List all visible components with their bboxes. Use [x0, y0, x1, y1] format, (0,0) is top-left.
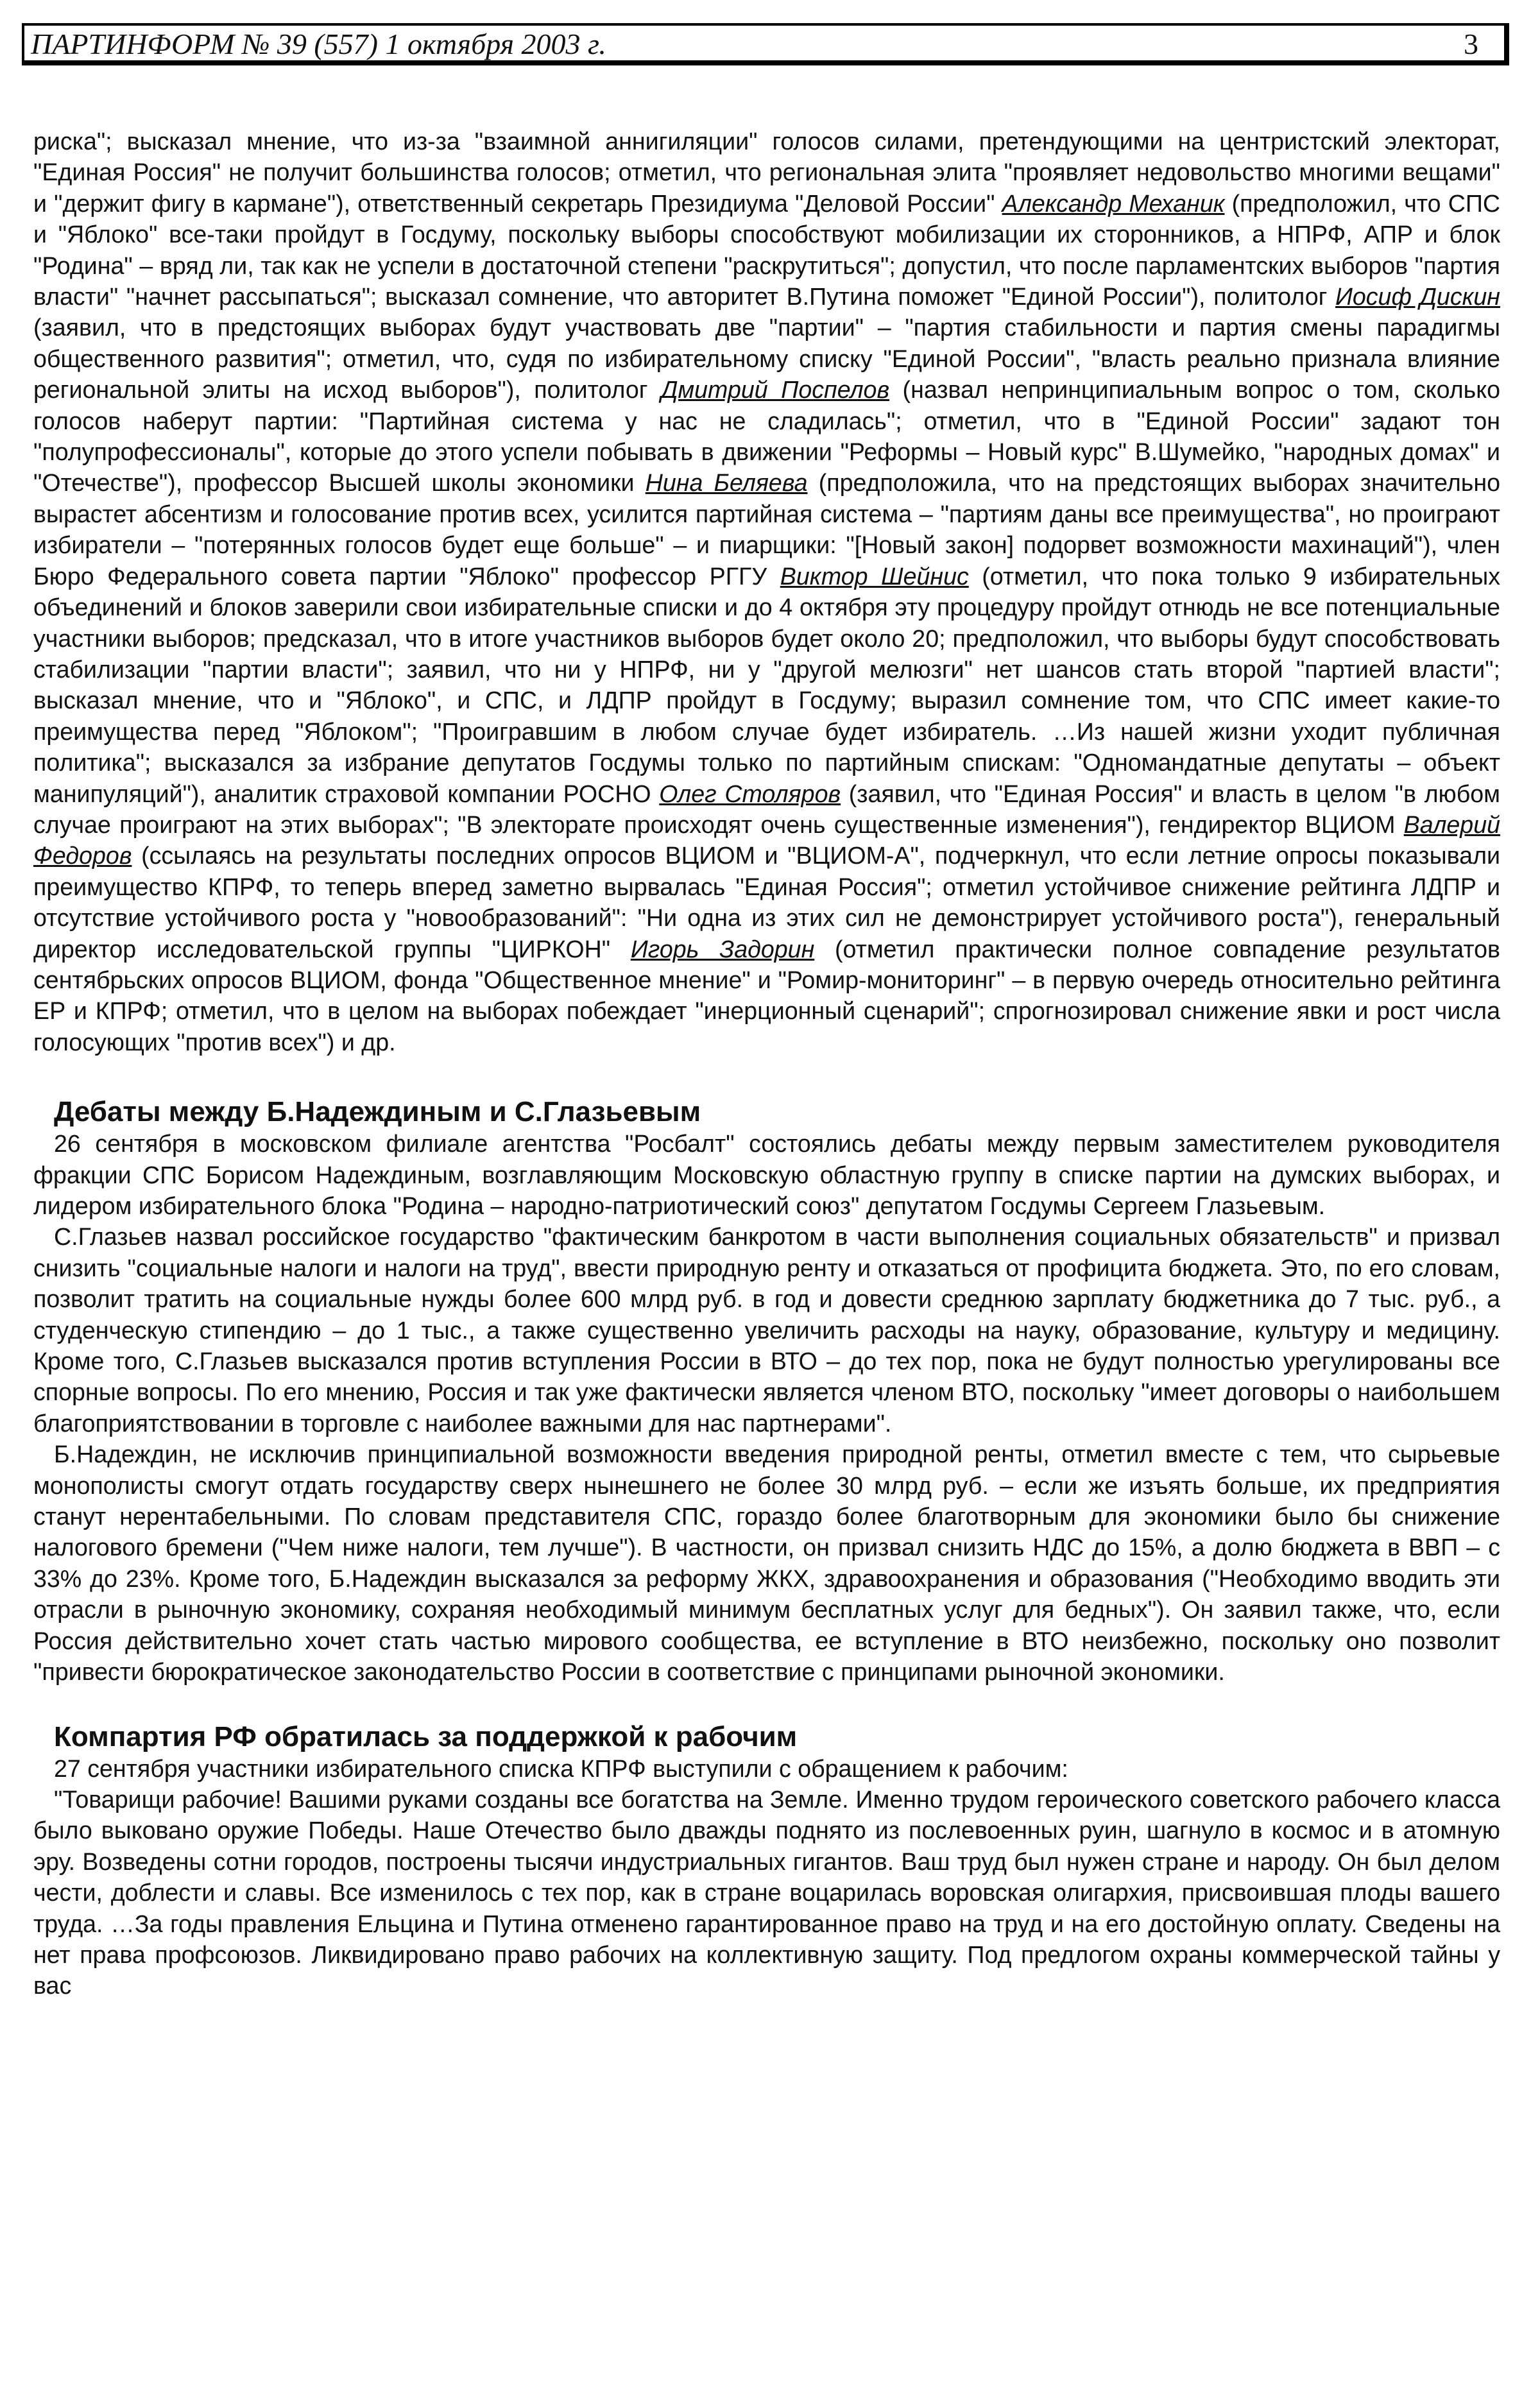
paragraph: С.Глазьев назвал российское государство "фактическим банкротом в части выполнения социальных обязательств" и призвал снизить "социальные налоги и налоги на труд", ввести природную ренту и отказаться от профицита бюджета. Это, по его словам, позволит тратить на социальные нужды более 600 млрд руб. в год и довести среднюю зарплату бюджетника до 7 тыс. руб., а студенческую стипендию – до 1 тыс., а также существенно увеличить расходы на науку, образование, культуру и медицину. Кроме того, С.Глазьев высказался против вступления России в ВТО – до тех пор, пока не будут полностью урегулированы все спорные вопросы. По его мнению, Россия и так уже фактически является членом ВТО, поскольку "имеет договоры о наибольшем благоприятствовании в торговле с наиболее важными для нас партнерами". [33, 1223, 1500, 1437]
person-name: Иосиф Дискин [1335, 283, 1500, 311]
publication-title: ПАРТИНФОРМ № 39 (557) 1 октября 2003 г. [31, 28, 606, 60]
paragraph: 27 сентября участники избирательного списка КПРФ выступили с обращением к рабочим: [54, 1754, 1068, 1782]
text-run: (отметил, что пока только 9 избирательных объединений и блоков заверили свои избирательные списки и до 4 октября эту процедуру пройдут отнюдь не все потенциальные участники выборов; предсказал, что в итоге участников выборов будет около 20; предположил, что выборы будут способствовать стабилизации "партии власти"; заявил, что ни у НПРФ, ни у "другой мелюзги" нет шансов стать второй "партией власти"; высказал мнение, что и "Яблоко", и СПС, и ЛДПР пройдут в Госдуму; выразил сомнение том, что СПС имеет какие-то преимущества перед "Яблоком"; "Проигравшим в любом случае будет избиратель. …Из нашей жизни уходит публичная политика"; высказался за избрание депутатов Госдумы только по партийным спискам: "Одномандатные депутаты – объект манипуляций"), аналитик страховой компании РОСНО [33, 562, 1500, 807]
person-name: Нина Беляева [645, 469, 808, 497]
text-run: (ссылаясь на результаты последних опросов ВЦИОМ и "ВЦИОМ-А", подчеркнул, что если летние опросы показывали преимущество КПРФ, то теперь вперед заметно вырвалась "Единая Россия"; отметил устойчивое снижение рейтинга ЛДПР и отсутствие устойчивого роста у "новообразований": "Ни одна из этих сил не демонстрирует устойчивого роста"), генеральный директор исследовательской группы "ЦИРКОН" [33, 842, 1500, 963]
text-run: (назвал непринципиальным вопрос о том, сколько голосов наберут партии: "Партийная система у нас не сладилась"; отметил, что в "Единой России" задают тон "полупрофессионалы", которые до этого успели побывать в движении "Реформы – Новый курс" В.Шумейко, "народных домах" и "Отечестве"), профессор Высшей школы экономики [33, 376, 1500, 497]
person-name: Дмитрий Поспелов [660, 376, 890, 404]
text-run: (отметил практически полное совпадение результатов сентябрьских опросов ВЦИОМ, фонда "Общественное мнение" и "Ромир-мониторинг" – в первую очередь относительно рейтинга ЕР и КПРФ; отметил, что в целом на выборах побеждает "инерционный сценарий"; спрогнозировал снижение явки и рост числа голосующих "против всех") и др. [33, 935, 1500, 1056]
page-header [22, 23, 1509, 65]
page-number: 3 [1464, 28, 1478, 60]
person-name: Олег Столяров [659, 780, 841, 807]
text-run: риска"; высказал мнение, что из-за "взаимной аннигиляции" голосов силами, претендующими на центристский электорат, "Единая Россия" не получит большинства голосов; отметил, что региональная элита "проявляет недовольство многими вещами" и "держит фигу в кармане"), ответственный секретарь Президиума "Деловой России" [33, 128, 1500, 217]
person-name: Валерий Федоров [33, 810, 1500, 870]
paragraph: "Товарищи рабочие! Вашими руками созданы все богатства на Земле. Именно трудом героического советского рабочего класса было выковано оружие Победы. Наше Отечество было дважды поднято из послевоенных руин, шагнуло в космос и в атомную эру. Возведены сотни городов, построены тысячи индустриальных гигантов. Ваш труд был нужен стране и народу. Он был делом чести, доблести и славы. Все изменилось с тех пор, как в стране воцарилась воровская олигархия, присвоившая плоды вашего труда. …За годы правления Ельцина и Путина отменено гарантированное право на труд и на его достойную оплату. Сведены на нет права профсоюзов. Ликвидировано право рабочих на коллективную защиту. Под предлогом охраны коммерческой тайны у вас [33, 1785, 1500, 2000]
article-body [33, 126, 1500, 2001]
text-run: (заявил, что "Единая Россия" и власть в целом "в любом случае проиграют на этих выборах"; "В электорате происходят очень существенные изменения"), гендиректор ВЦИОМ [33, 780, 1500, 838]
person-name: Александр Механик [1002, 189, 1225, 217]
intro-paragraph [33, 126, 1500, 1058]
paragraph: Б.Надеждин, не исключив принципиальной возможности введения природной ренты, отметил вместе с тем, что сырьевые монополисты смогут отдать государству сверх нынешнего не более 30 млрд руб. – если же изъять больше, их предприятия станут нерентабельными. По словам представителя СПС, гораздо более благотворным для экономики было бы снижение налогового бремени ("Чем ниже налоги, тем лучше"). В частности, он призвал снизить НДС до 15%, а долю бюджета в ВВП – с 33% до 23%. Кроме того, Б.Надеждин высказался за реформу ЖКХ, здравоохранения и образования ("Необходимо вводить эти отрасли в рыночную экономику, сохраняя необходимый минимум бесплатных услуг для бедных"). Он заявил также, что, если Россия действительно хочет стать частью мирового сообщества, ее вступление в ВТО неизбежно, поскольку оно позволит "привести бюрократическое законодательство России в соответствие с принципами рыночной экономики. [33, 1441, 1500, 1686]
section-heading: Компартия РФ обратилась за поддержкой к рабочим [54, 1720, 798, 1752]
person-name: Виктор Шейнис [780, 562, 969, 590]
text-run: (предположила, что на предстоящих выборах значительно вырастет абсентизм и голосование против всех, усилится партийная система – "партиям даны все преимущества", но проиграют избиратели – "потерянных голосов будет еще больше" – и пиарщики: "[Новый закон] подорвет возможности махинаций"), член Бюро Федерального совета партии "Яблоко" профессор РГГУ [33, 469, 1500, 590]
paragraph: 26 сентября в московском филиале агентства "Росбалт" состоялись дебаты между первым заместителем руководителя фракции СПС Борисом Надеждиным, возглавляющим Московскую областную группу в списке партии на думских выборах, и лидером избирательного блока "Родина – народно-патриотический союз" депутатом Госдумы Сергеем Глазьевым. [33, 1130, 1500, 1219]
text-run: (заявил, что в предстоящих выборах будут участвовать две "партии" – "партия стабильности и партия смены парадигмы общественного развития"; отметил, что, судя по избирательному списку "Единой России", "власть реально признала влияние региональной элиты на исход выборов"), политолог [33, 314, 1500, 404]
text-run: (предположил, что СПС и "Яблоко" все-таки пройдут в Госдуму, поскольку выборы способствуют мобилизации их сторонников, а НПРФ, АПР и блок "Родина" – вряд ли, так как не успели в достаточной степени "раскрутиться"; допустил, что после парламентских выборов "партия власти" "начнет рассыпаться"; высказал сомнение, что авторитет В.Путина поможет "Единой России"), политолог [33, 189, 1500, 311]
person-name: Игорь Задорин [630, 935, 815, 963]
section-heading: Дебаты между Б.Надеждиным и С.Глазьевым [54, 1096, 701, 1128]
